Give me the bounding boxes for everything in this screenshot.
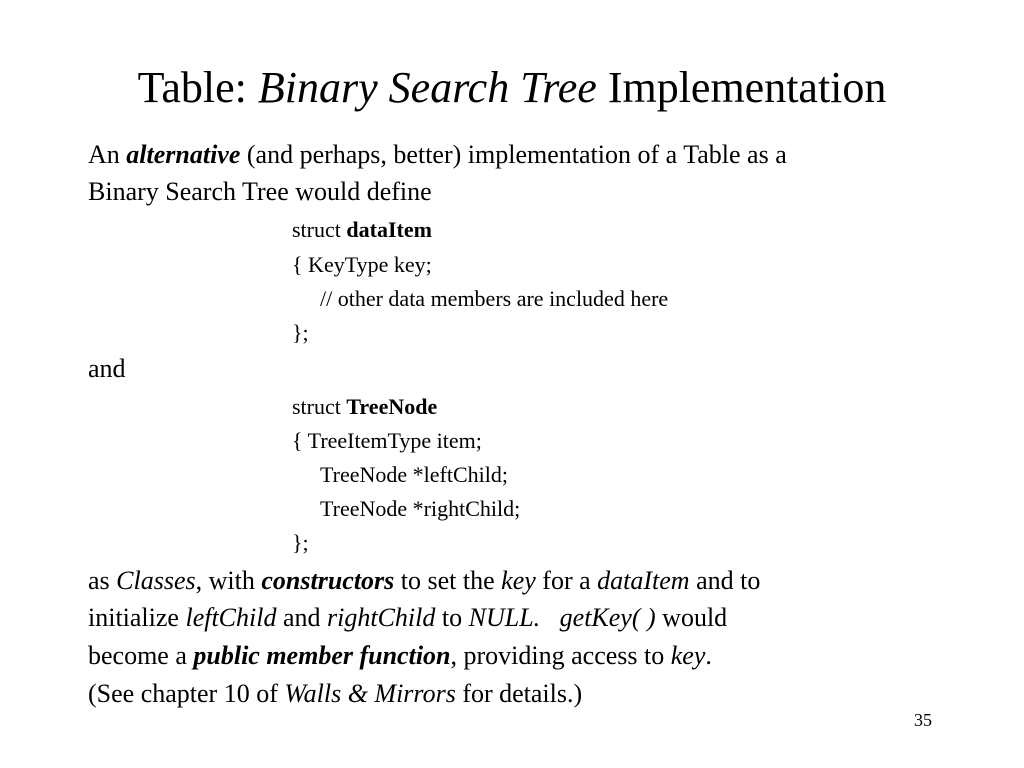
struct-treenode-left: TreeNode *leftChild; xyxy=(320,462,508,487)
struct-name: TreeNode xyxy=(346,394,438,419)
page-number: 35 xyxy=(914,710,932,730)
intro-emphasis: alternative xyxy=(126,140,241,169)
text-italic: NULL. xyxy=(468,603,541,632)
text: as xyxy=(88,566,117,595)
text-italic: Walls & Mirrors xyxy=(284,679,456,708)
and-text: and xyxy=(88,354,126,383)
intro-text: An xyxy=(88,140,127,169)
text: to set the xyxy=(394,566,502,595)
text: to xyxy=(435,603,469,632)
closing-line-2 xyxy=(88,599,727,637)
struct-keyword: struct xyxy=(292,217,347,242)
text: become a xyxy=(88,641,194,670)
text: and to xyxy=(689,566,761,595)
struct-dataitem-close: }; xyxy=(292,320,309,345)
text-italic: leftChild xyxy=(185,603,277,632)
struct-treenode-right: TreeNode *rightChild; xyxy=(320,496,521,521)
struct-treenode-close: }; xyxy=(292,530,309,555)
text-italic: rightChild xyxy=(327,603,436,632)
text: and xyxy=(276,603,328,632)
struct-name: dataItem xyxy=(346,217,432,242)
text-italic: Classes xyxy=(116,566,196,595)
intro-line-2: Binary Search Tree would define xyxy=(88,177,432,206)
text-italic: key xyxy=(501,566,536,595)
closing-line-3 xyxy=(88,637,712,675)
text-italic: getKey( ) xyxy=(559,603,656,632)
struct-keyword: struct xyxy=(292,394,347,419)
intro-text: (and perhaps, better) implementation of a Table as a xyxy=(240,140,787,169)
text: , with xyxy=(195,566,262,595)
text: would xyxy=(655,603,728,632)
text-italic: dataItem xyxy=(597,566,690,595)
title-prefix: Table: xyxy=(137,63,258,112)
struct-treenode-header xyxy=(292,390,437,424)
text-spacer xyxy=(540,603,560,632)
title-suffix: Implementation xyxy=(596,63,887,112)
text: for a xyxy=(535,566,598,595)
struct-dataitem-comment: // other data members are included here xyxy=(320,286,669,311)
intro-line-1 xyxy=(88,136,787,174)
text-bold-italic: constructors xyxy=(261,566,395,595)
closing-line-4 xyxy=(88,675,582,713)
text-bold-italic: public member function xyxy=(193,641,451,670)
text: initialize xyxy=(88,603,186,632)
closing-line-1 xyxy=(88,562,760,600)
struct-dataitem-header xyxy=(292,213,432,247)
struct-dataitem-open: { KeyType key; xyxy=(292,252,432,277)
text: , providing access to xyxy=(450,641,671,670)
struct-treenode-open: { TreeItemType item; xyxy=(292,428,482,453)
text-italic: key xyxy=(670,641,706,670)
title-emphasis: Binary Search Tree xyxy=(257,63,597,112)
text: (See chapter 10 of xyxy=(88,679,285,708)
text: . xyxy=(705,641,712,670)
text: for details.) xyxy=(455,679,583,708)
slide-title xyxy=(0,62,1024,114)
